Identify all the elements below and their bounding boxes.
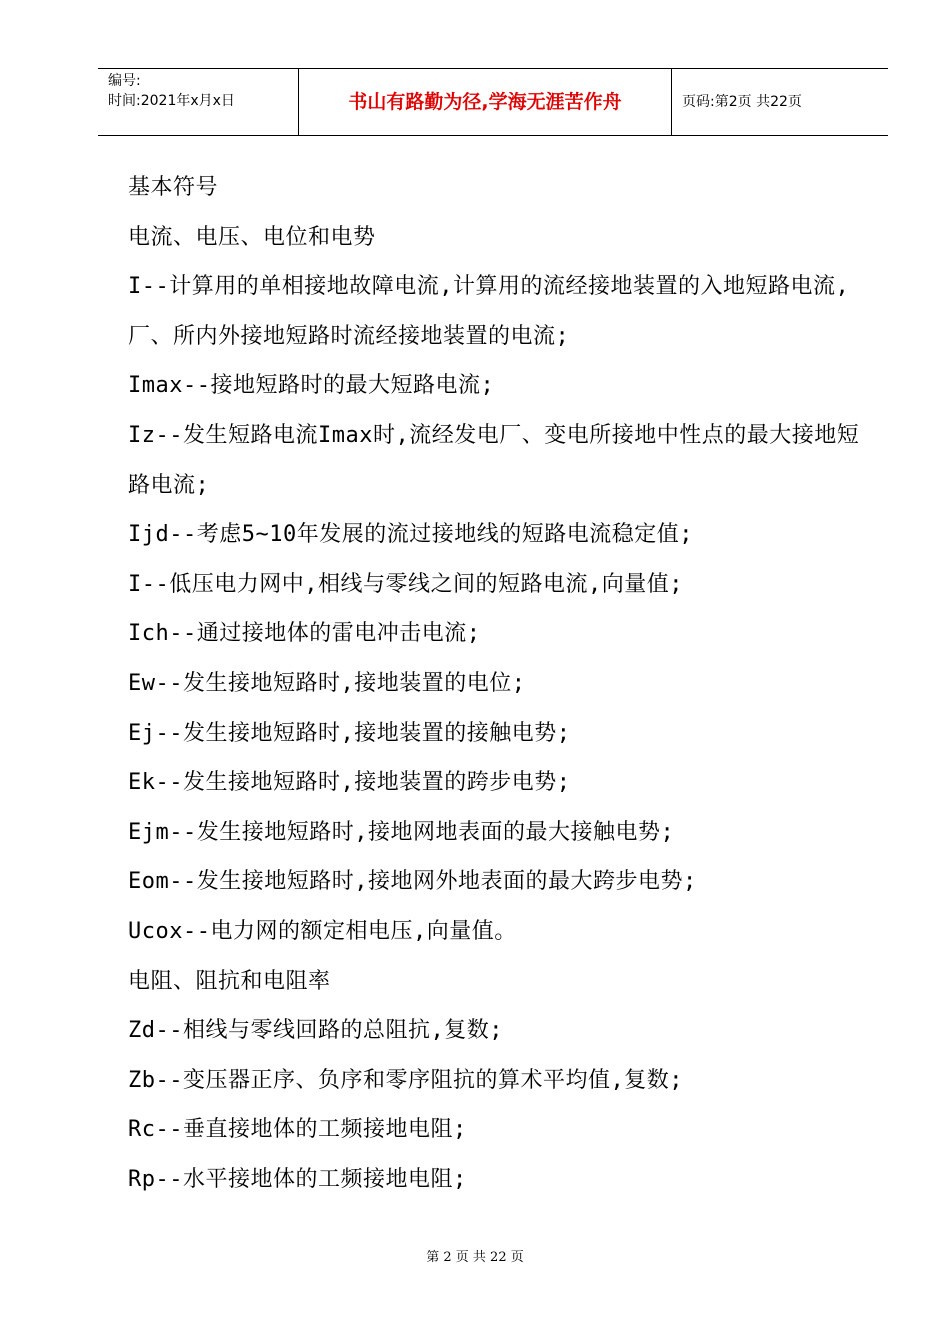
header-motto: 书山有路勤为径,学海无涯苦作舟 bbox=[299, 69, 672, 135]
definition-line: Ijd--考虑5~10年发展的流过接地线的短路电流稳定值; bbox=[128, 522, 693, 548]
definition-line: Ek--发生接地短路时,接地装置的跨步电势; bbox=[128, 770, 571, 796]
definition-line: Iz--发生短路电流Imax时,流经发电厂、变电所接地中性点的最大接地短路电流; bbox=[128, 422, 860, 498]
definition-line: Zb--变压器正序、负序和零序阻抗的算术平均值,复数; bbox=[128, 1067, 683, 1093]
page-header bbox=[98, 68, 888, 136]
definition-line: Ew--发生接地短路时,接地装置的电位; bbox=[128, 670, 526, 696]
definition-line: Ich--通过接地体的雷电冲击电流; bbox=[128, 621, 481, 647]
header-meta bbox=[98, 69, 299, 135]
document-time-label: 时间:2021年x月x日 bbox=[108, 93, 235, 109]
definition-line: Rp--水平接地体的工频接地电阻; bbox=[128, 1166, 467, 1192]
section-heading: 基本符号 bbox=[128, 175, 219, 200]
document-number-label: 编号: bbox=[108, 73, 141, 89]
definition-line: I--低压电力网中,相线与零线之间的短路电流,向量值; bbox=[128, 571, 683, 597]
definition-line: Imax--接地短路时的最大短路电流; bbox=[128, 373, 495, 399]
definition-line: Ej--发生接地短路时,接地装置的接触电势; bbox=[128, 720, 571, 746]
definition-line: Rc--垂直接地体的工频接地电阻; bbox=[128, 1117, 467, 1143]
definition-line: Ejm--发生接地短路时,接地网地表面的最大接触电势; bbox=[128, 819, 675, 845]
definition-line: I--计算用的单相接地故障电流,计算用的流经接地装置的入地短路电流,厂、所内外接地短路时流经接地装置的电流; bbox=[128, 274, 850, 349]
document-body bbox=[128, 163, 868, 1204]
definition-line: Ucox--电力网的额定相电压,向量值。 bbox=[128, 918, 517, 944]
header-page-info: 页码:第2页 共22页 bbox=[682, 94, 802, 110]
page-footer: 第 2 页 共 22 页 bbox=[426, 1250, 524, 1265]
subsection-heading: 电阻、阻抗和电阻率 bbox=[128, 968, 331, 994]
definition-line: Zd--相线与零线回路的总阻抗,复数; bbox=[128, 1018, 503, 1044]
definition-line: Eom--发生接地短路时,接地网外地表面的最大跨步电势; bbox=[128, 869, 697, 895]
subsection-heading: 电流、电压、电位和电势 bbox=[128, 224, 376, 250]
